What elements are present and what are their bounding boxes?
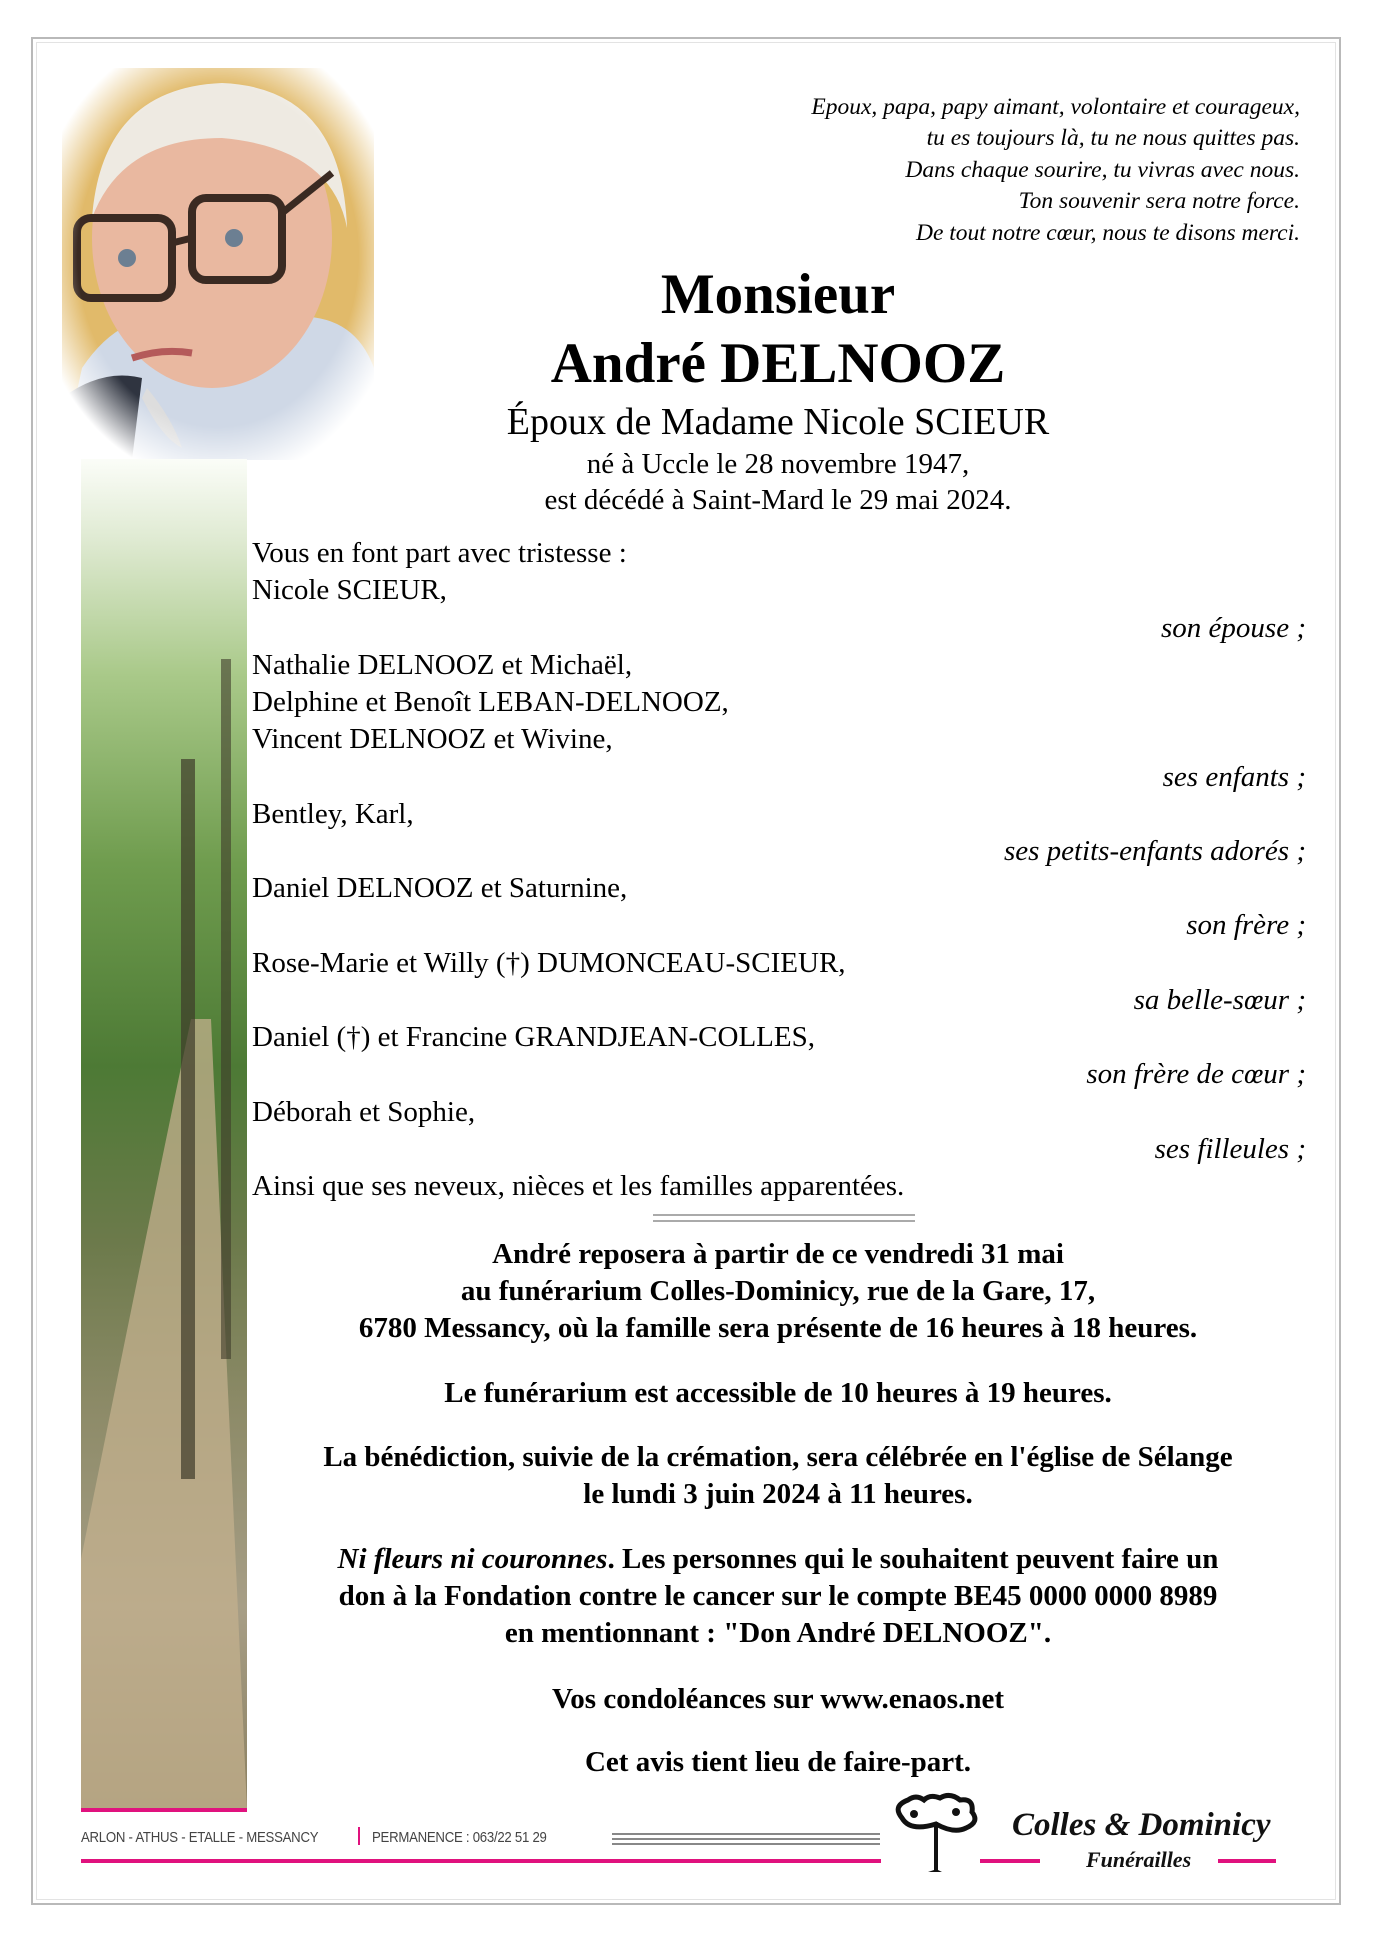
visitation-line: 6780 Messancy, où la famille sera présente de 16 heures à 18 heures. [358, 1312, 1198, 1344]
family-name: Nathalie DELNOOZ et Michaël, [252, 649, 633, 681]
family-relation: son frère ; [1186, 909, 1306, 941]
ceremony-line: La bénédiction, suivie de la crémation, sera célébrée en l'église de Sélange [323, 1441, 1233, 1473]
family-name: Daniel DELNOOZ et Saturnine, [252, 872, 628, 904]
family-name: Daniel (†) et Francine GRANDJEAN-COLLES, [252, 1021, 815, 1053]
family-name: Vincent DELNOOZ et Wivine, [252, 723, 613, 755]
poem-line: Epoux, papa, papy aimant, volontaire et courageux, [811, 94, 1300, 120]
donation-line: en mentionnant : "Don André DELNOOZ". [504, 1617, 1052, 1649]
death-line: est décédé à Saint-Mard le 29 mai 2024. [544, 484, 1012, 516]
family-name: Bentley, Karl, [252, 798, 414, 830]
honorific: Monsieur [660, 263, 896, 326]
brand-subtitle: Funérailles [1086, 1847, 1192, 1872]
spouse-line: Époux de Madame Nicole SCIEUR [506, 401, 1050, 443]
poem-line: Ton souvenir sera notre force. [1018, 188, 1300, 214]
donation-line: don à la Fondation contre le cancer sur le compte BE45 0000 0000 8989 [338, 1580, 1218, 1612]
no-flowers-text: Ni fleurs ni couronnes [337, 1543, 608, 1575]
family-relation: ses petits-enfants adorés ; [1003, 835, 1306, 867]
poem-line: De tout notre cœur, nous te disons merci. [915, 220, 1300, 246]
poem-line: tu es toujours là, tu ne nous quittes pas. [926, 125, 1300, 151]
notice-line: Cet avis tient lieu de faire-part. [584, 1746, 972, 1778]
visitation-line: au funérarium Colles-Dominicy, rue de la Gare, 17, [460, 1275, 1096, 1307]
brand-name: Colles & Dominicy [1012, 1807, 1271, 1843]
footer-rule [612, 1843, 880, 1845]
footer-rule [612, 1838, 880, 1840]
family-relation: ses filleules ; [1154, 1133, 1306, 1165]
deceased-name: André DELNOOZ [550, 332, 1006, 395]
family-name: Déborah et Sophie, [252, 1096, 476, 1128]
condolences-link[interactable]: Vos condoléances sur www.enaos.net [552, 1683, 1004, 1715]
family-name: Delphine et Benoît LEBAN-DELNOOZ, [252, 686, 729, 718]
ceremony-line: le lundi 3 juin 2024 à 11 heures. [583, 1478, 973, 1510]
footer-locations: ARLON - ATHUS - ETALLE - MESSANCY [81, 1829, 319, 1846]
family-intro: Vous en font part avec tristesse : [252, 537, 627, 569]
footer-accent-line [1218, 1859, 1276, 1863]
family-relation: ses enfants ; [1162, 761, 1306, 793]
forest-accent-bar [81, 1808, 247, 1812]
footer-rule [612, 1833, 880, 1835]
family-name: Rose-Marie et Willy (†) DUMONCEAU-SCIEUR, [252, 947, 846, 979]
birth-line: né à Uccle le 28 novembre 1947, [586, 448, 970, 480]
donation-line [250, 1545, 1306, 1574]
family-relation: son épouse ; [1161, 612, 1306, 644]
footer-phone: PERMANENCE : 063/22 51 29 [372, 1829, 547, 1846]
family-closing: Ainsi que ses neveux, nièces et les familles apparentées. [252, 1170, 905, 1202]
forest-path-image [81, 459, 247, 1809]
donation-text: . Les personnes qui le souhaitent peuvent faire un [607, 1543, 1219, 1575]
family-relation: son frère de cœur ; [1086, 1058, 1306, 1090]
portrait-photo [62, 68, 374, 460]
poem-line: Dans chaque sourire, tu vivras avec nous. [905, 157, 1300, 183]
separator-line [653, 1214, 915, 1216]
family-name: Nicole SCIEUR, [252, 574, 447, 606]
footer-accent-line [980, 1859, 1040, 1863]
separator-line [653, 1220, 915, 1222]
family-relation: sa belle-sœur ; [1133, 984, 1306, 1016]
footer-divider [358, 1827, 360, 1845]
funerarium-hours: Le funérarium est accessible de 10 heures à 19 heures. [444, 1377, 1112, 1409]
visitation-line: André reposera à partir de ce vendredi 31 mai [492, 1238, 1064, 1270]
tree-logo-icon [890, 1792, 982, 1874]
footer-accent-line [81, 1859, 881, 1863]
